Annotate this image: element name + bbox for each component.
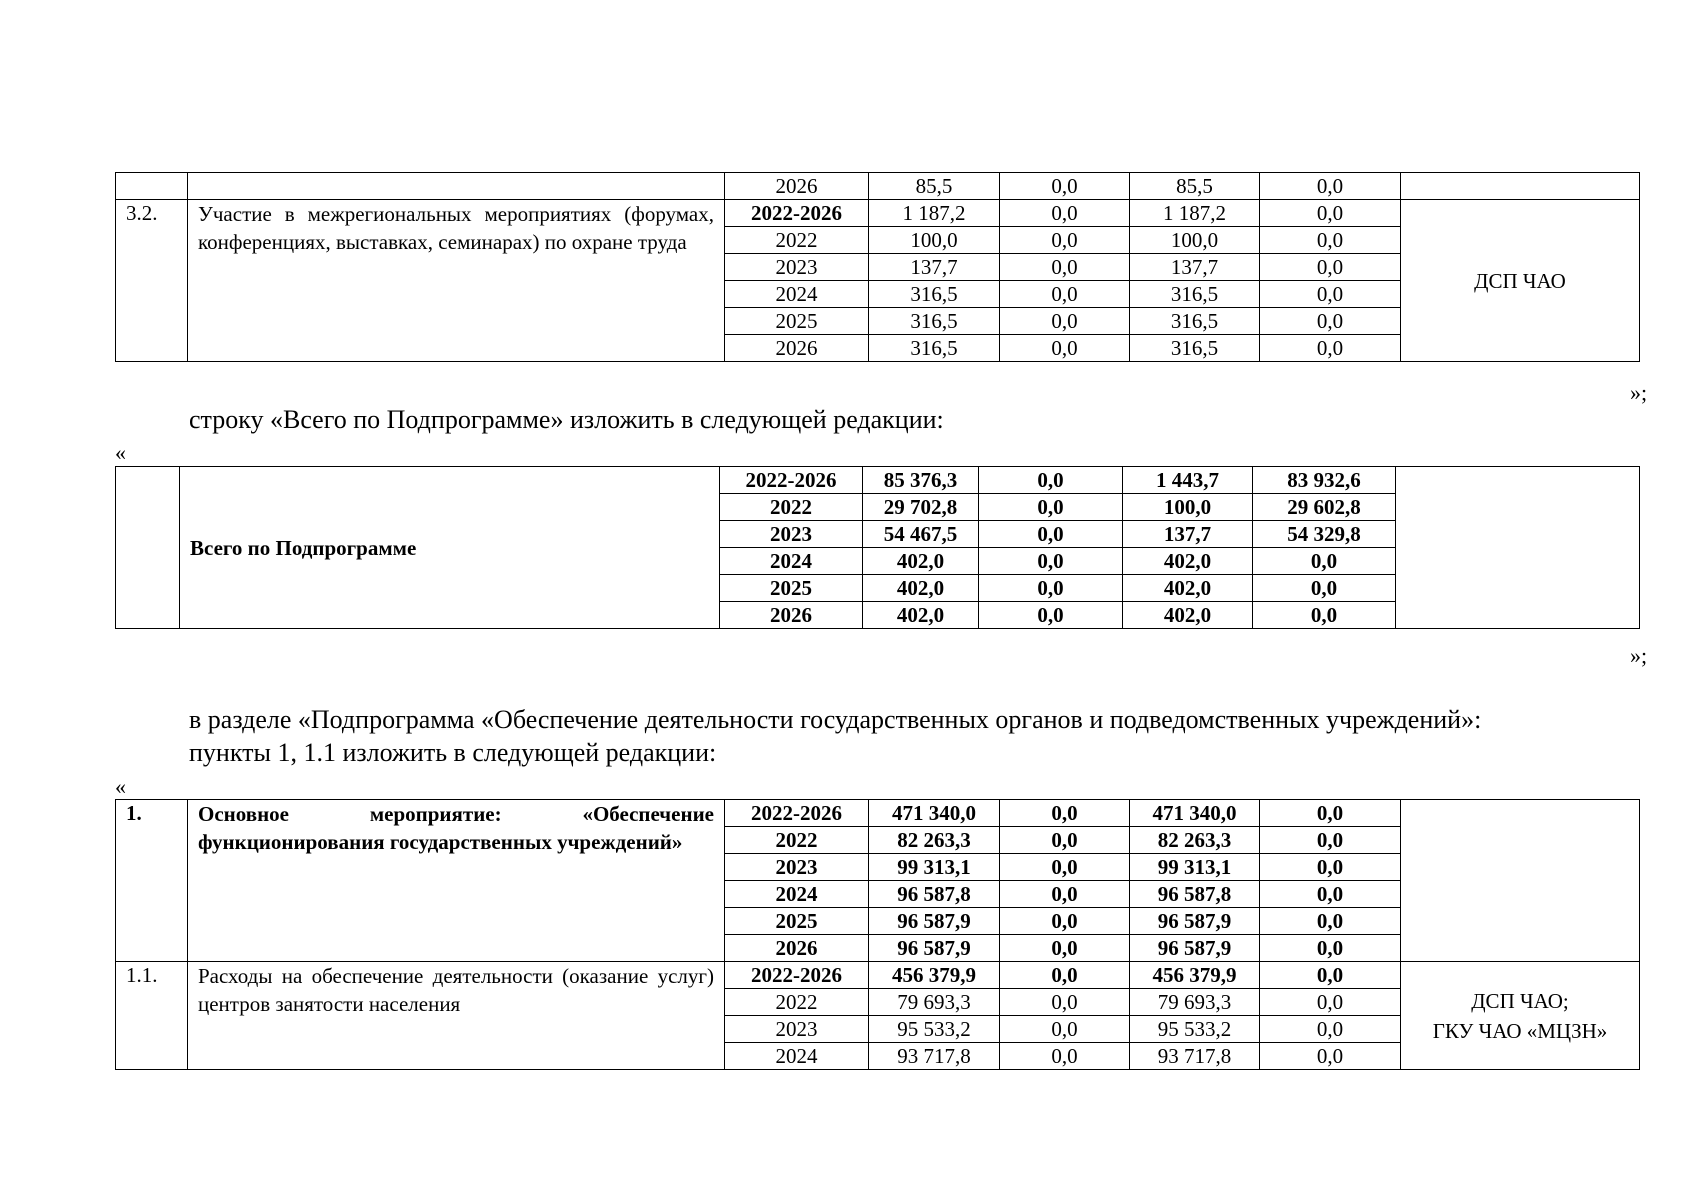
value-cell: 82 263,3 xyxy=(869,827,1000,854)
value-cell: 456 379,9 xyxy=(1130,962,1260,989)
value-cell: 0,0 xyxy=(1000,173,1130,200)
value-cell: 1 187,2 xyxy=(1130,200,1260,227)
year-cell: 2024 xyxy=(725,881,869,908)
value-cell: 0,0 xyxy=(1260,908,1401,935)
value-cell: 0,0 xyxy=(1000,308,1130,335)
value-cell: 82 263,3 xyxy=(1130,827,1260,854)
value-cell: 96 587,9 xyxy=(869,935,1000,962)
value-cell: 1 443,7 xyxy=(1123,467,1253,494)
value-cell: 0,0 xyxy=(1260,200,1401,227)
value-cell: 29 602,8 xyxy=(1253,494,1396,521)
item-number: 1. xyxy=(116,800,188,962)
value-cell: 93 717,8 xyxy=(869,1043,1000,1070)
opening-quote: « xyxy=(115,774,126,799)
value-cell: 0,0 xyxy=(1000,800,1130,827)
value-cell: 0,0 xyxy=(1260,1016,1401,1043)
value-cell: 0,0 xyxy=(1253,602,1396,629)
value-cell: 0,0 xyxy=(979,548,1123,575)
value-cell: 0,0 xyxy=(1000,989,1130,1016)
total-label: Всего по Подпрограмме xyxy=(180,467,720,629)
table-row xyxy=(116,173,1640,200)
year-cell: 2022-2026 xyxy=(725,800,869,827)
year-cell: 2025 xyxy=(725,908,869,935)
value-cell: 85,5 xyxy=(1130,173,1260,200)
year-cell: 2023 xyxy=(725,854,869,881)
year-cell: 2023 xyxy=(725,254,869,281)
value-cell: 0,0 xyxy=(979,602,1123,629)
value-cell: 471 340,0 xyxy=(1130,800,1260,827)
value-cell: 96 587,9 xyxy=(1130,908,1260,935)
opening-quote: « xyxy=(115,440,126,465)
executor-line: ГКУ ЧАО «МЦЗН» xyxy=(1432,1018,1608,1043)
value-cell: 471 340,0 xyxy=(869,800,1000,827)
value-cell: 0,0 xyxy=(1000,1016,1130,1043)
value-cell: 0,0 xyxy=(1260,962,1401,989)
value-cell: 456 379,9 xyxy=(869,962,1000,989)
executor-cell xyxy=(1396,467,1640,629)
value-cell: 137,7 xyxy=(869,254,1000,281)
executor-cell xyxy=(1401,800,1640,962)
value-cell: 0,0 xyxy=(1000,1043,1130,1070)
value-cell: 96 587,9 xyxy=(869,908,1000,935)
value-cell: 0,0 xyxy=(1260,881,1401,908)
value-cell: 137,7 xyxy=(1130,254,1260,281)
year-cell: 2025 xyxy=(720,575,863,602)
value-cell: 100,0 xyxy=(869,227,1000,254)
year-cell: 2024 xyxy=(725,281,869,308)
item-number: 1.1. xyxy=(116,962,188,1070)
value-cell: 0,0 xyxy=(1000,200,1130,227)
table-measure-1 xyxy=(115,799,1640,1070)
table-subprogram-total xyxy=(115,466,1640,629)
year-cell: 2022-2026 xyxy=(720,467,863,494)
table-row xyxy=(116,962,1640,989)
table-row xyxy=(116,800,1640,827)
value-cell: 316,5 xyxy=(869,281,1000,308)
value-cell: 402,0 xyxy=(863,575,979,602)
value-cell: 0,0 xyxy=(1000,881,1130,908)
value-cell: 79 693,3 xyxy=(1130,989,1260,1016)
num-cell xyxy=(116,467,180,629)
year-cell: 2024 xyxy=(720,548,863,575)
value-cell: 93 717,8 xyxy=(1130,1043,1260,1070)
value-cell: 137,7 xyxy=(1123,521,1253,548)
value-cell: 402,0 xyxy=(863,548,979,575)
year-cell: 2022-2026 xyxy=(725,962,869,989)
instruction-paragraph: в разделе «Подпрограмма «Обеспечение деятельности государственных органов и подведомственных учреждений»: xyxy=(189,705,1482,734)
value-cell: 402,0 xyxy=(863,602,979,629)
closing-quote: »; xyxy=(1630,380,1648,405)
value-cell: 100,0 xyxy=(1130,227,1260,254)
value-cell: 0,0 xyxy=(1000,281,1130,308)
value-cell: 0,0 xyxy=(979,521,1123,548)
value-cell: 0,0 xyxy=(1000,227,1130,254)
year-cell: 2022 xyxy=(725,989,869,1016)
value-cell: 0,0 xyxy=(979,575,1123,602)
value-cell: 96 587,8 xyxy=(1130,881,1260,908)
value-cell: 85 376,3 xyxy=(863,467,979,494)
value-cell: 0,0 xyxy=(1260,935,1401,962)
value-cell: 100,0 xyxy=(1123,494,1253,521)
value-cell: 0,0 xyxy=(1000,335,1130,362)
value-cell: 96 587,9 xyxy=(1130,935,1260,962)
table-measure-3-2 xyxy=(115,172,1640,362)
value-cell: 0,0 xyxy=(1260,854,1401,881)
value-cell: 79 693,3 xyxy=(869,989,1000,1016)
year-cell: 2026 xyxy=(725,335,869,362)
year-cell: 2026 xyxy=(725,935,869,962)
value-cell: 0,0 xyxy=(1253,548,1396,575)
value-cell: 316,5 xyxy=(1130,335,1260,362)
table-row xyxy=(116,467,1640,494)
item-number: 3.2. xyxy=(116,200,188,362)
instruction-paragraph: пункты 1, 1.1 изложить в следующей редакции: xyxy=(189,738,717,767)
value-cell: 99 313,1 xyxy=(869,854,1000,881)
executor-cell: ДСП ЧАО xyxy=(1401,200,1640,362)
table-row xyxy=(116,200,1640,227)
year-cell: 2022-2026 xyxy=(725,200,869,227)
year-cell: 2026 xyxy=(720,602,863,629)
value-cell: 0,0 xyxy=(1260,1043,1401,1070)
value-cell: 0,0 xyxy=(1000,254,1130,281)
value-cell: 316,5 xyxy=(869,335,1000,362)
value-cell: 99 313,1 xyxy=(1130,854,1260,881)
value-cell: 85,5 xyxy=(869,173,1000,200)
value-cell: 29 702,8 xyxy=(863,494,979,521)
desc-cell xyxy=(188,173,725,200)
value-cell: 0,0 xyxy=(979,467,1123,494)
value-cell: 0,0 xyxy=(1260,827,1401,854)
value-cell: 316,5 xyxy=(1130,281,1260,308)
value-cell: 0,0 xyxy=(1253,575,1396,602)
value-cell: 1 187,2 xyxy=(869,200,1000,227)
year-cell: 2022 xyxy=(725,227,869,254)
value-cell: 0,0 xyxy=(1000,827,1130,854)
value-cell: 316,5 xyxy=(869,308,1000,335)
value-cell: 402,0 xyxy=(1123,602,1253,629)
year-cell: 2022 xyxy=(725,827,869,854)
value-cell: 96 587,8 xyxy=(869,881,1000,908)
value-cell: 402,0 xyxy=(1123,548,1253,575)
value-cell: 95 533,2 xyxy=(869,1016,1000,1043)
year-cell: 2025 xyxy=(725,308,869,335)
value-cell: 402,0 xyxy=(1123,575,1253,602)
value-cell: 0,0 xyxy=(1260,800,1401,827)
value-cell: 0,0 xyxy=(1000,935,1130,962)
value-cell: 54 467,5 xyxy=(863,521,979,548)
year-cell: 2026 xyxy=(725,173,869,200)
executor-line: ДСП ЧАО; xyxy=(1471,988,1569,1013)
year-cell: 2023 xyxy=(720,521,863,548)
value-cell: 0,0 xyxy=(1260,254,1401,281)
value-cell: 0,0 xyxy=(1000,962,1130,989)
instruction-paragraph: строку «Всего по Подпрограмме» изложить в следующей редакции: xyxy=(189,405,944,434)
value-cell: 0,0 xyxy=(1260,227,1401,254)
value-cell: 316,5 xyxy=(1130,308,1260,335)
item-description: Основное мероприятие: «Обеспечение функционирования государственных учреждений» xyxy=(188,800,725,962)
year-cell: 2023 xyxy=(725,1016,869,1043)
executor-cell xyxy=(1401,962,1640,1070)
value-cell: 83 932,6 xyxy=(1253,467,1396,494)
value-cell: 0,0 xyxy=(1000,854,1130,881)
value-cell: 0,0 xyxy=(1260,989,1401,1016)
value-cell: 0,0 xyxy=(1260,335,1401,362)
year-cell: 2024 xyxy=(725,1043,869,1070)
value-cell: 0,0 xyxy=(1260,281,1401,308)
item-description: Участие в межрегиональных мероприятиях (форумах, конференциях, выставках, семинарах) по охране труда xyxy=(188,200,725,362)
executor-cell xyxy=(1401,173,1640,200)
value-cell: 0,0 xyxy=(1260,308,1401,335)
year-cell: 2022 xyxy=(720,494,863,521)
value-cell: 0,0 xyxy=(979,494,1123,521)
num-cell xyxy=(116,173,188,200)
item-description: Расходы на обеспечение деятельности (оказание услуг) центров занятости населения xyxy=(188,962,725,1070)
value-cell: 0,0 xyxy=(1000,908,1130,935)
closing-quote: »; xyxy=(1630,643,1648,668)
value-cell: 95 533,2 xyxy=(1130,1016,1260,1043)
value-cell: 54 329,8 xyxy=(1253,521,1396,548)
value-cell: 0,0 xyxy=(1260,173,1401,200)
